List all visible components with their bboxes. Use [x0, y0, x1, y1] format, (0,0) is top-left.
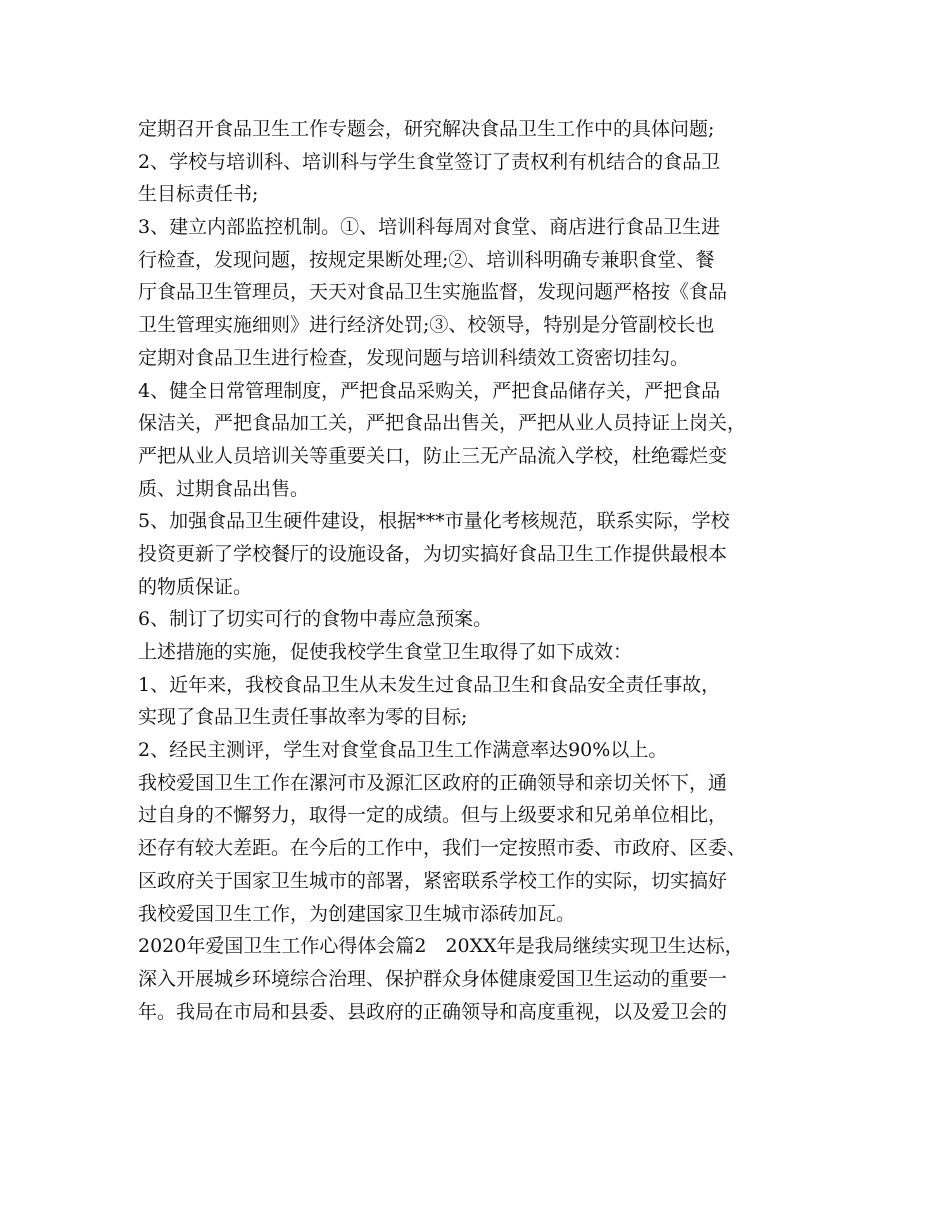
text-line: 1、近年来，我校食品卫生从未发生过食品卫生和食品安全责任事故，	[138, 673, 721, 696]
text-line: 3、建立内部监控机制。①、培训科每周对食堂、商店进行食品卫生进	[138, 216, 721, 239]
text-line: 年。我局在市局和县委、县政府的正确领导和高度重视，以及爱卫会的	[138, 1000, 728, 1023]
text-line: 过自身的不懈努力，取得一定的成绩。但与上级要求和兄弟单位相比，	[138, 804, 728, 827]
text-line: 厅食品卫生管理员，天天对食品卫生实施监督，发现问题严格按《食品	[138, 281, 728, 304]
text-line: 2、经民主测评，学生对食堂食品卫生工作满意率达90%以上。	[138, 739, 668, 762]
text-line: 卫生管理实施细则》进行经济处罚;③、校领导，特别是分管副校长也	[138, 314, 715, 337]
text-line: 4、健全日常管理制度，严把食品采购关，严把食品储存关，严把食品	[138, 379, 721, 402]
text-line: 6、制订了切实可行的食物中毒应急预案。	[138, 608, 493, 631]
text-line: 区政府关于国家卫生城市的部署，紧密联系学校工作的实际，切实搞好	[138, 869, 728, 892]
text-line: 质、过期食品出售。	[138, 477, 310, 500]
text-line: 严把从业人员培训关等重要关口，防止三无产品流入学校，杜绝霉烂变	[138, 444, 728, 467]
text-line: 行检查，发现问题，按规定果断处理;②、培训科明确专兼职食堂、餐	[138, 248, 715, 271]
text-line: 我校爱国卫生工作，为创建国家卫生城市添砖加瓦。	[138, 902, 576, 925]
text-line: 定期召开食品卫生工作专题会，研究解决食品卫生工作中的具体问题;	[138, 118, 715, 140]
text-line: 还存有较大差距。在今后的工作中，我们一定按照市委、市政府、区委、	[138, 837, 747, 860]
text-line: 我校爱国卫生工作在漯河市及源汇区政府的正确领导和亲切关怀下，通	[138, 771, 728, 794]
text-line: 定期对食品卫生进行检查，发现问题与培训科绩效工资密切挂勾。	[138, 346, 690, 369]
text-line: 上述措施的实施，促使我校学生食堂卫生取得了如下成效：	[138, 641, 633, 663]
text-line: 5、加强食品卫生硬件建设，根据***市量化考核规范，联系实际，学校	[138, 510, 730, 533]
text-line: 保洁关，严把食品加工关，严把食品出售关，严把从业人员持证上岗关，	[138, 412, 747, 435]
text-line: 投资更新了学校餐厅的设施设备，为切实搞好食品卫生工作提供最根本	[138, 542, 728, 565]
text-line: 2020年爱国卫生工作心得体会篇2 20XX年是我局继续实现卫生达标，	[138, 935, 744, 958]
text-line: 2、学校与培训科、培训科与学生食堂签订了责权利有机结合的食品卫	[138, 150, 721, 173]
text-line: 的物质保证。	[138, 575, 253, 598]
text-line: 实现了食品卫生责任事故率为零的目标;	[138, 706, 468, 729]
text-line: 深入开展城乡环境综合治理、保护群众身体健康爱国卫生运动的重要一	[138, 967, 728, 990]
document-body	[138, 113, 828, 1028]
text-line: 生目标责任书;	[138, 183, 259, 206]
